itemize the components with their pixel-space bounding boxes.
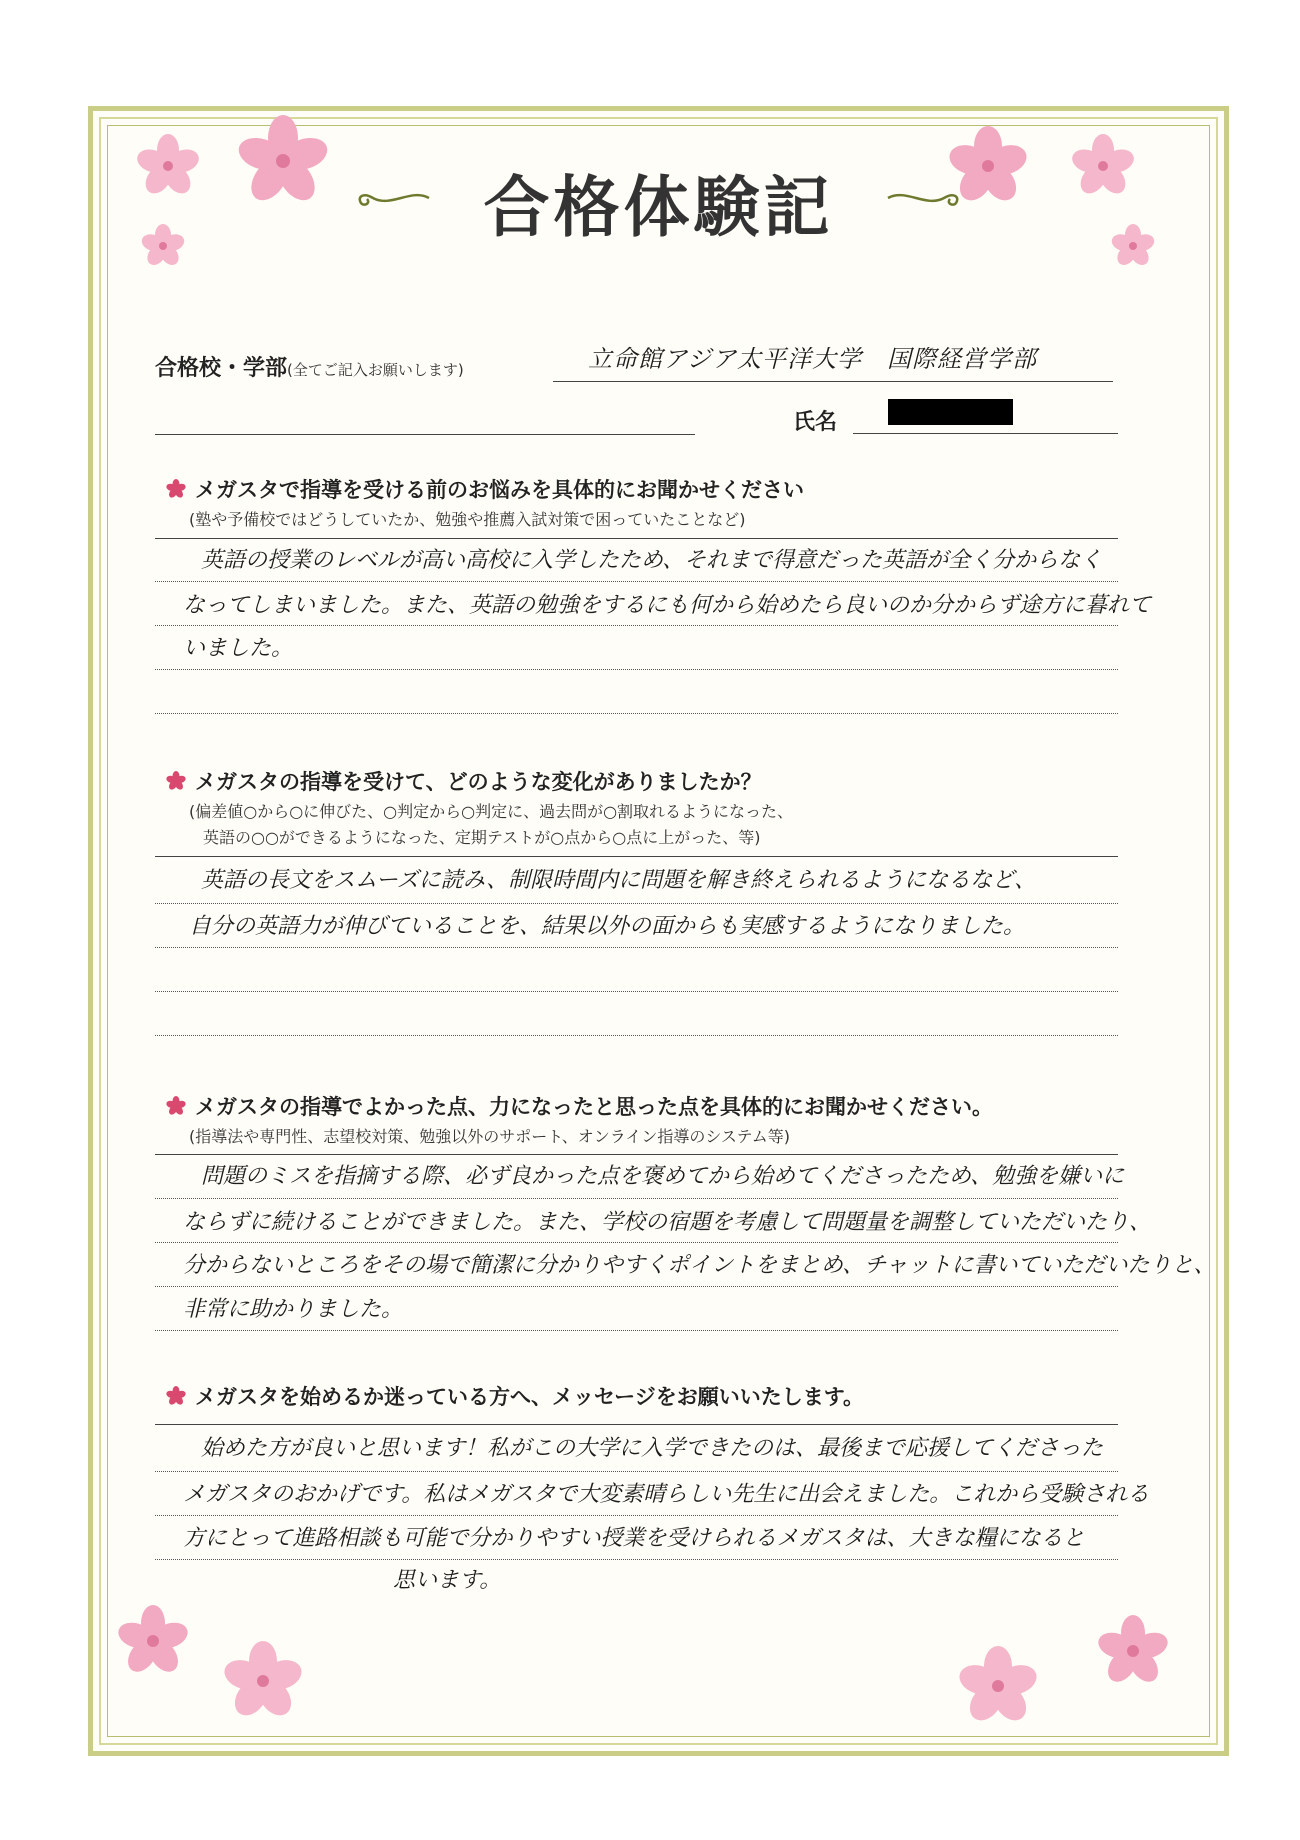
cherry-blossom-icon: [113, 1601, 193, 1681]
name-label: 氏名: [793, 410, 838, 435]
school-label-text: 合格校・学部: [155, 356, 288, 381]
bullet-blossom-icon: [165, 770, 187, 792]
answer-dotted-line: [155, 1035, 1118, 1036]
answer-line: 問題のミスを指摘する際、必ず良かった点を褒めてから始めてくださったため、勉強を嫌いに: [201, 1164, 1125, 1189]
answer-dotted-line: [155, 1242, 1118, 1243]
cherry-blossom-icon: [218, 1636, 308, 1726]
answer-dotted-line: [155, 1198, 1118, 1199]
answer-dotted-line: [155, 1330, 1118, 1331]
answer-top-line: [155, 538, 1118, 539]
answer-line: 自分の英語力が伸びていることを、結果以外の面からも実感するようになりました。: [189, 914, 1026, 939]
question-heading: [165, 474, 804, 504]
question-subtext: (指導法や専門性、志望校対策、勉強以外のサポート、オンライン指導のシステム等): [189, 1127, 790, 1146]
answer-dotted-line: [155, 1471, 1118, 1472]
school-underline: [553, 381, 1113, 382]
bullet-blossom-icon: [165, 1095, 187, 1117]
answer-dotted-line: [155, 1559, 1118, 1560]
name-underline: [853, 433, 1118, 434]
page-title: 合格体験記: [483, 167, 834, 246]
answer-line: ならずに続けることができました。また、学校の宿題を考慮して問題量を調整していただいたり、: [183, 1210, 1152, 1235]
redacted-name: [888, 399, 1013, 425]
question-heading: [165, 1091, 993, 1121]
question-text: メガスタを始めるか迷っている方へ、メッセージをお願いいたします。: [195, 1385, 865, 1409]
answer-dotted-line: [155, 1286, 1118, 1287]
answer-dotted-line: [155, 903, 1118, 904]
answer-dotted-line: [155, 669, 1118, 670]
answer-dotted-line: [155, 713, 1118, 714]
cherry-blossom-icon: [1068, 131, 1138, 201]
answer-dotted-line: [155, 1515, 1118, 1516]
school-note: (全てご記入お願いします): [287, 361, 464, 379]
cherry-blossom-icon: [138, 221, 188, 271]
answer-line: 英語の授業のレベルが高い高校に入学したため、それまで得意だった英語が全く分からなく: [201, 548, 1103, 573]
answer-line: 英語の長文をスムーズに読み、制限時間内に問題を解き終えられるようになるなど、: [201, 868, 1037, 893]
flourish-right-icon: [886, 183, 966, 213]
testimonial-sheet: [88, 106, 1229, 1756]
answer-line: メガスタのおかげです。私はメガスタで大変素晴らしい先生に出会えました。これから受験される: [183, 1482, 1150, 1507]
cherry-blossom-icon: [1108, 221, 1158, 271]
school-label: [155, 351, 464, 382]
answer-dotted-line: [155, 947, 1118, 948]
question-subtext: (偏差値○から○に伸びた、○判定から○判定に、過去問が○割取れるようになった、: [189, 802, 794, 821]
answer-line: 非常に助かりました。: [183, 1297, 404, 1322]
answer-line: 思います。: [393, 1568, 502, 1593]
bullet-blossom-icon: [165, 1385, 187, 1407]
answer-line: いました。: [183, 636, 294, 661]
answer-dotted-line: [155, 991, 1118, 992]
question-text: メガスタの指導でよかった点、力になったと思った点を具体的にお聞かせください。: [195, 1095, 993, 1119]
bullet-blossom-icon: [165, 478, 187, 500]
question-subtext: (塾や予備校ではどうしていたか、勉強や推薦入試対策で困っていたことなど): [189, 510, 746, 529]
answer-line: なってしまいました。また、英語の勉強をするにも何から始めたら良いのか分からず途方に暮れて: [183, 593, 1152, 618]
answer-line: 始めた方が良いと思います！私がこの大学に入学できたのは、最後まで応援してくださった: [201, 1436, 1104, 1461]
answer-line: 方にとって進路相談も可能で分かりやすい授業を受けられるメガスタは、大きな糧になると: [183, 1526, 1085, 1551]
school-field[interactable]: 立命館アジア太平洋大学 国際経営学部: [588, 345, 1038, 373]
cherry-blossom-icon: [1093, 1611, 1173, 1691]
answer-dotted-line: [155, 581, 1118, 582]
answer-top-line: [155, 1424, 1118, 1425]
question-text: メガスタで指導を受ける前のお悩みを具体的にお聞かせください: [195, 478, 804, 502]
answer-top-line: [155, 856, 1118, 857]
answer-dotted-line: [155, 625, 1118, 626]
title-banner: [393, 151, 924, 251]
name-row-underline-left: [155, 434, 695, 435]
answer-line: 分からないところをその場で簡潔に分かりやすくポイントをまとめ、チャットに書いていただいたりと、: [183, 1253, 1216, 1278]
question-subtext: 英語の○○ができるようになった、定期テストが○点から○点に上がった、等): [203, 828, 761, 847]
cherry-blossom-icon: [133, 131, 203, 201]
question-heading: [165, 766, 762, 796]
question-text: メガスタの指導を受けて、どのような変化がありましたか？: [195, 770, 762, 794]
answer-top-line: [155, 1154, 1118, 1155]
cherry-blossom-icon: [233, 111, 333, 211]
cherry-blossom-icon: [953, 1641, 1043, 1731]
question-heading: [165, 1381, 864, 1411]
